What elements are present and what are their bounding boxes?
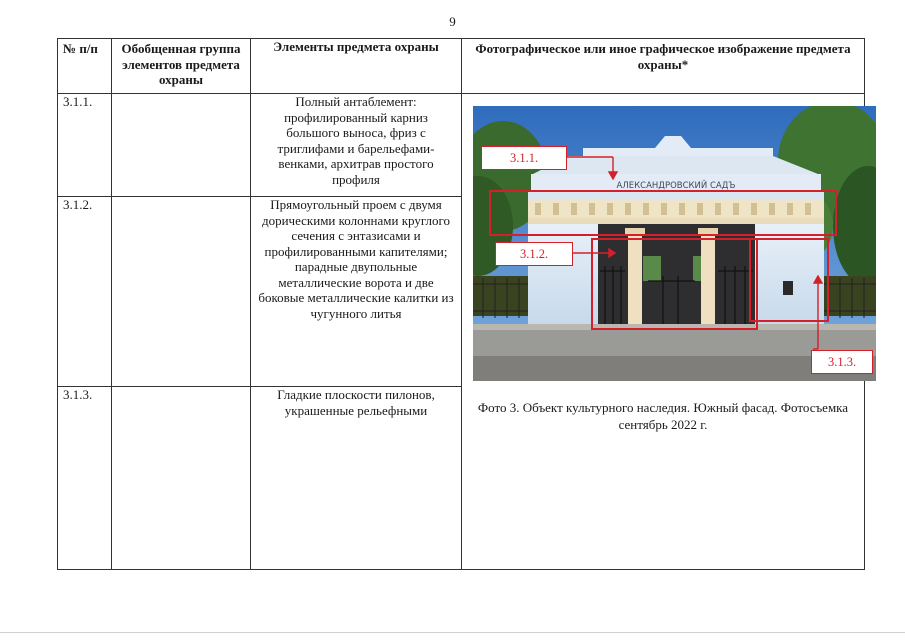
page-number: 9 xyxy=(449,14,456,29)
callout-label-2: 3.1.2. xyxy=(495,242,573,266)
header-elements: Элементы предмета охраны xyxy=(251,39,462,94)
header-photo: Фотографическое или иное графическое изображение предмета охраны* xyxy=(462,39,865,94)
header-num: № п/п xyxy=(58,39,112,94)
row-group xyxy=(112,197,251,387)
photo-caption: Фото 3. Объект культурного наследия. Южный фасад. Фотосъемка сентябрь 2022 г. xyxy=(477,400,849,432)
sign-text: АЛЕКСАНДРОВСКИЙ САДЪ xyxy=(616,181,736,191)
page-edge-line xyxy=(0,632,905,633)
callout-label-3: 3.1.3. xyxy=(811,350,873,374)
callout-label-1: 3.1.1. xyxy=(481,146,567,170)
row-elements: Полный антаблемент: профилированный карниз большого выноса, фриз с триглифами и барельефами-венками, архитрав простого профиля xyxy=(251,94,462,197)
protection-table xyxy=(57,38,865,570)
row-elements: Прямоугольный проем с двумя дорическими колоннами круглого сечения с энтазисами и профилированными капителями; парадные двупольные металлические ворота и две боковые металлические калитки из чугунного литья xyxy=(251,197,462,387)
row-num: 3.1.3. xyxy=(58,387,112,570)
header-group: Обобщенная группа элементов предмета охраны xyxy=(112,39,251,94)
row-num: 3.1.2. xyxy=(58,197,112,387)
row-num: 3.1.1. xyxy=(58,94,112,197)
row-elements: Гладкие плоскости пилонов, украшенные рельефными xyxy=(251,387,462,570)
row-group xyxy=(112,94,251,197)
photo-cell xyxy=(462,94,865,570)
table-row xyxy=(58,94,865,197)
row-group xyxy=(112,387,251,570)
photo-figure xyxy=(473,106,876,381)
table-header-row xyxy=(58,39,865,94)
